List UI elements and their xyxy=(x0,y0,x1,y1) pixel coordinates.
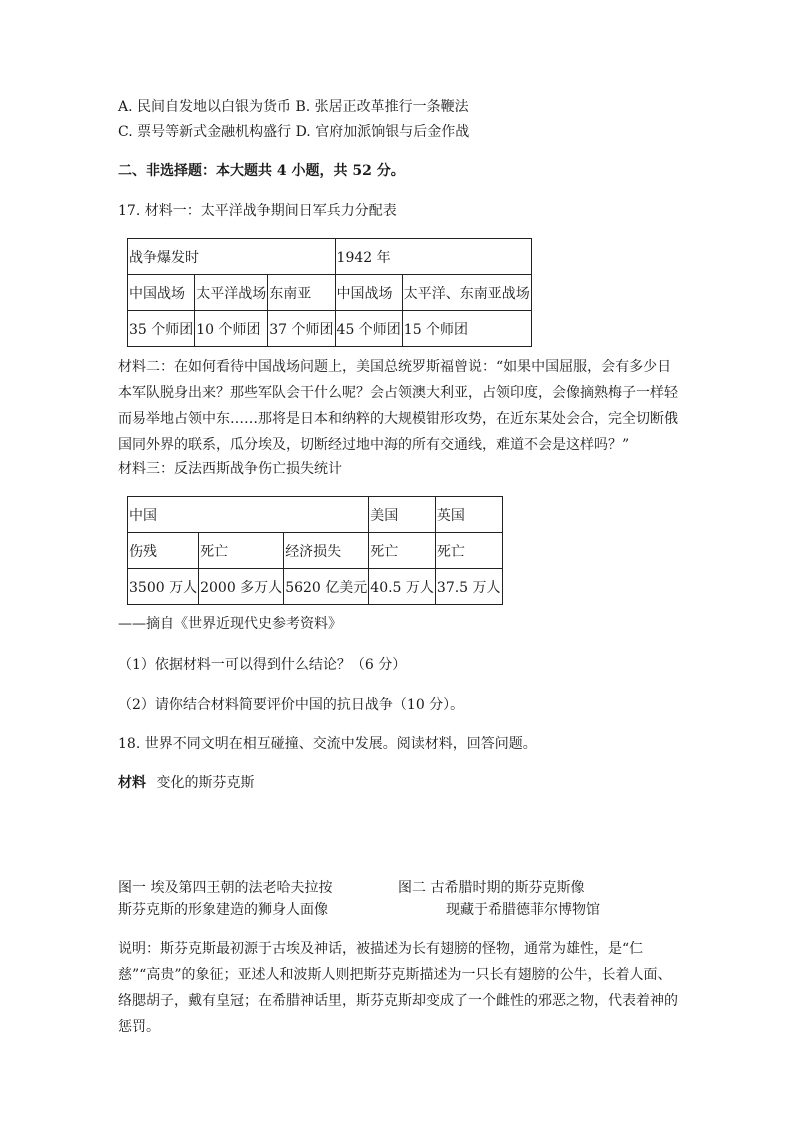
table2-value-cell: 2000 多万人 xyxy=(199,569,284,605)
table2-header-cell: 死亡 xyxy=(369,533,436,569)
table1-group-1942: 1942 年 xyxy=(335,239,531,275)
source-citation: ——摘自《世界近现代史参考资料》 xyxy=(118,616,342,632)
table2-value-cell: 5620 亿美元 xyxy=(284,569,369,605)
table2-header-cell: 死亡 xyxy=(435,533,502,569)
table1-header-cell: 太平洋、东南亚战场 xyxy=(402,275,531,311)
table1-header-cell: 东南亚 xyxy=(268,275,335,311)
q17-title: 17. 材料一：太平洋战争期间日军兵力分配表 xyxy=(118,203,397,219)
table1-header-cell: 中国战场 xyxy=(128,275,195,311)
table1-header-cell: 太平洋战场 xyxy=(195,275,268,311)
figure-1-caption-line-2: 斯芬克斯的形象建造的狮身人面像 xyxy=(118,902,328,918)
table1-value-cell: 15 个师团 xyxy=(402,311,531,347)
material-3-title: 材料三：反法西斯战争伤亡损失统计 xyxy=(118,461,342,477)
table2-group-china: 中国 xyxy=(128,497,369,533)
table1-value-cell: 37 个师团 xyxy=(268,311,335,347)
table2-value-cell: 3500 万人 xyxy=(128,569,199,605)
table2-header-cell: 死亡 xyxy=(199,533,284,569)
table2-value-cell: 40.5 万人 xyxy=(369,569,436,605)
q18-material-heading xyxy=(118,773,254,793)
table1-value-cell: 10 个师团 xyxy=(195,311,268,347)
table1-value-cell: 45 个师团 xyxy=(335,311,402,347)
figure-1-caption-line-1: 图一 埃及第四王朝的法老哈夫拉按 xyxy=(118,880,333,896)
table2-group-us: 美国 xyxy=(369,497,436,533)
table1-value-cell: 35 个师团 xyxy=(128,311,195,347)
q17-subquestion-2: （2）请你结合材料简要评价中国的抗日战争（10 分）。 xyxy=(118,697,465,713)
sphinx-note-paragraph: 说明：斯芬克斯最初源于古埃及神话，被描述为长有翅膀的怪物，通常为雄性，是“仁慈”“高贵”的象征；亚述人和波斯人则把斯芬克斯描述为一只长有翅膀的公牛，长着人面、络腮胡子，戴有皇冠；在希腊神话里，斯芬克斯却变成了一个雌性的邪恶之物，代表着神的惩罚。 xyxy=(118,941,678,1035)
option-ab-line: A. 民间自发地以白银为货币 B. 张居正改革推行一条鞭法 xyxy=(118,99,469,115)
table2-header-cell: 经济损失 xyxy=(284,533,369,569)
table1-header-cell: 中国战场 xyxy=(335,275,402,311)
q18-title: 18. 世界不同文明在相互碰撞、交流中发展。阅读材料，回答问题。 xyxy=(118,736,537,752)
table2-header-cell: 伤残 xyxy=(128,533,199,569)
material-label: 材料 xyxy=(118,775,146,791)
figure-2-caption-line-2: 现藏于希腊德菲尔博物馆 xyxy=(446,902,600,918)
table2-group-uk: 英国 xyxy=(435,497,502,533)
troop-distribution-table xyxy=(127,238,532,347)
war-losses-table xyxy=(127,496,503,605)
material-2-paragraph: 材料二：在如何看待中国战场问题上，美国总统罗斯福曾说：“如果中国屈服，会有多少日本军队脱身出来？那些军队会干什么呢？会占领澳大利亚，占领印度，会像摘熟梅子一样轻而易举地占领中东……那将是日本和纳粹的大规模钳形攻势，在近东某处会合，完全切断俄国同外界的联系，瓜分埃及，切断经过地中海的所有交通线，难道不会是这样吗？” xyxy=(118,359,678,453)
table1-group-outbreak: 战争爆发时 xyxy=(128,239,336,275)
material-title: 变化的斯芬克斯 xyxy=(156,775,255,791)
section-heading: 二、非选择题：本大题共 4 小题，共 52 分。 xyxy=(118,163,405,179)
option-cd-line: C. 票号等新式金融机构盛行 D. 官府加派饷银与后金作战 xyxy=(118,124,470,140)
q17-subquestion-1: （1）依据材料一可以得到什么结论？（6 分） xyxy=(118,657,407,673)
table2-value-cell: 37.5 万人 xyxy=(435,569,502,605)
figure-2-caption-line-1: 图二 古希腊时期的斯芬克斯像 xyxy=(398,880,585,896)
